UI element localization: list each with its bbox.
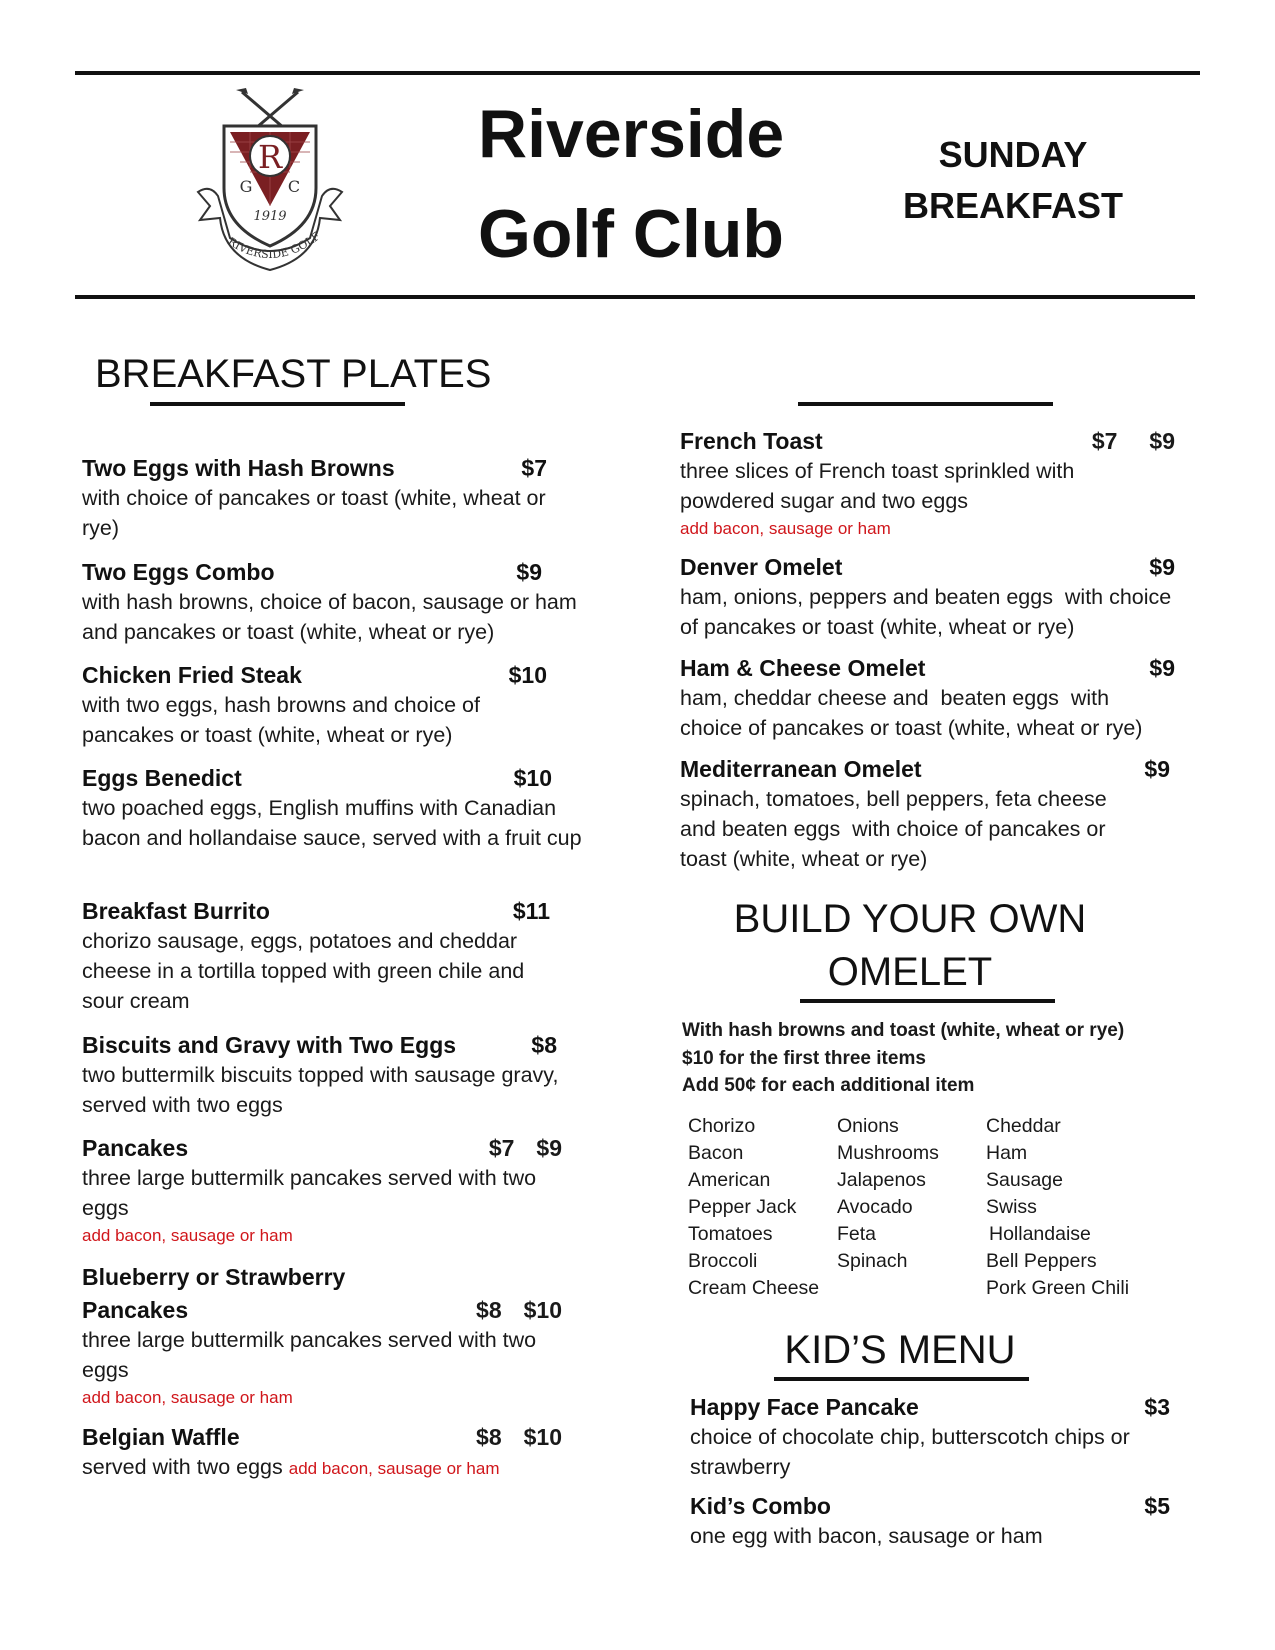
header-bottom-rule: [75, 295, 1195, 299]
item-name: Eggs Benedict: [82, 765, 242, 791]
item-price-full: $9: [1149, 428, 1175, 454]
club-name-line1: Riverside: [478, 96, 785, 172]
ingredient-item: Avocado: [837, 1196, 913, 1218]
item-description: chorizo sausage, eggs, potatoes and cheddar cheese in a tortilla topped with green chile and sour cream: [82, 929, 525, 1013]
item-name: Happy Face Pancake: [690, 1394, 919, 1420]
ingredient-item: Tomatoes: [688, 1223, 773, 1245]
club-name-line2: Golf Club: [478, 196, 784, 272]
item-price-short: $7: [1091, 428, 1118, 454]
ingredient-item: Sausage: [986, 1169, 1063, 1191]
item-description: with two eggs, hash browns and choice of pancakes or toast (white, wheat or rye): [82, 693, 480, 747]
item-description: ham, cheddar cheese and beaten eggs with choice of pancakes or toast (white, wheat or rye): [680, 686, 1143, 740]
item-price: $9: [516, 559, 542, 585]
item-description-text: served with two eggs: [82, 1455, 283, 1479]
item-addon-note: add bacon, sausage or ham: [680, 519, 891, 538]
menu-item-kids-combo: [690, 1491, 1170, 1551]
item-description: with choice of pancakes or toast (white, wheat or rye): [82, 486, 546, 540]
item-name: French Toast: [680, 428, 823, 454]
ingredient-item: Ham: [986, 1142, 1028, 1164]
ingredient-item: Broccoli: [688, 1250, 758, 1272]
breakfast-plates-underline: [150, 402, 405, 406]
item-price: $10: [508, 662, 547, 688]
item-price-full-stack: $9: [536, 1135, 562, 1161]
item-price: $9: [1149, 554, 1175, 580]
menu-item-belgian-waffle: [82, 1422, 602, 1484]
menu-item-french-toast: [680, 426, 1175, 541]
build-omelet-intro: [682, 1017, 1202, 1100]
item-addon-note: add bacon, sausage or ham: [82, 1388, 293, 1407]
ingredient-item: Onions: [837, 1115, 899, 1137]
item-description: two poached eggs, English muffins with Canadian bacon and hollandaise sauce, served with a fruit cup: [82, 796, 582, 850]
item-description: three slices of French toast sprinkled with powdered sugar and two eggs: [680, 459, 1075, 513]
svg-text:C: C: [287, 177, 301, 196]
menu-item-two-eggs-combo: [82, 557, 582, 647]
menu-item-pancakes: [82, 1133, 582, 1248]
item-price: $8: [531, 1032, 557, 1058]
menu-item-chicken-fried-steak: [82, 660, 582, 750]
meal-type-line1: SUNDAY: [938, 134, 1088, 175]
ingredient-item: Hollandaise: [989, 1223, 1091, 1245]
item-price-single: $8: [476, 1424, 502, 1450]
ingredient-item: American: [688, 1169, 771, 1191]
menu-item-biscuits-and-gravy: [82, 1030, 602, 1120]
menu-item-ham-cheese-omelet: [680, 653, 1175, 743]
breakfast-plates-title: BREAKFAST PLATES: [95, 352, 492, 396]
menu-item-denver-omelet: [680, 552, 1178, 642]
item-description: with hash browns, choice of bacon, sausage or ham and pancakes or toast (white, wheat or rye): [82, 590, 577, 644]
item-price: $9: [1144, 756, 1170, 782]
menu-item-breakfast-burrito: [82, 896, 582, 1016]
item-price: $3: [1144, 1394, 1170, 1420]
svg-text:RIVERSIDE GOLF CLUB: RIVERSIDE GOLF: [225, 229, 323, 262]
item-price-full-stack: $10: [523, 1297, 562, 1323]
item-description: choice of chocolate chip, butterscotch chips or strawberry: [690, 1425, 1130, 1479]
item-name: Biscuits and Gravy with Two Eggs: [82, 1032, 457, 1058]
item-price-short-stack: $7: [488, 1135, 515, 1161]
item-description: three large buttermilk pancakes served with two eggs: [82, 1166, 537, 1220]
ingredient-item: Feta: [837, 1223, 877, 1245]
svg-text:1919: 1919: [253, 209, 287, 224]
item-description: [82, 1452, 602, 1484]
item-name-line1: Blueberry or Strawberry: [82, 1264, 346, 1290]
item-description: ham, onions, peppers and beaten eggs with choice of pancakes or toast (white, wheat or rye): [680, 585, 1178, 639]
item-description: two buttermilk biscuits topped with sausage gravy, served with two eggs: [82, 1063, 559, 1117]
item-price: $5: [1144, 1493, 1170, 1519]
item-addon-note: add bacon, sausage or ham: [82, 1226, 293, 1245]
riverside-golf-club-crest-logo: [190, 88, 350, 278]
ingredient-item: Mushrooms: [837, 1142, 939, 1164]
item-addon-note: add bacon, sausage or ham: [288, 1459, 500, 1478]
intro-line-base-price: $10 for the first three items: [682, 1047, 926, 1069]
ingredient-item: Pepper Jack: [688, 1196, 797, 1218]
item-name: Ham & Cheese Omelet: [680, 655, 926, 681]
ingredient-item: Pork Green Chili: [986, 1277, 1130, 1299]
build-your-own-omelet-title-line1: BUILD YOUR OWN: [733, 897, 1087, 941]
menu-item-mediterranean-omelet: [680, 754, 1175, 874]
ingredient-item: Spinach: [837, 1250, 908, 1272]
ingredient-item: Bacon: [688, 1142, 744, 1164]
item-name: Pancakes: [82, 1135, 189, 1161]
build-omelet-underline: [800, 999, 1055, 1003]
item-description: spinach, tomatoes, bell peppers, feta cheese and beaten eggs with choice of pancakes or toast (white, wheat or rye): [680, 787, 1113, 871]
header-top-rule: [75, 71, 1200, 75]
item-price: $9: [1149, 655, 1175, 681]
intro-line-extra-item-price: Add 50¢ for each additional item: [682, 1075, 975, 1096]
ingredient-column-3: [986, 1113, 1129, 1302]
item-price-double: $10: [523, 1424, 562, 1450]
menu-item-two-eggs-hash-browns: [82, 453, 582, 543]
menu-item-eggs-benedict: [82, 763, 592, 853]
item-price-short-stack: $8: [476, 1297, 502, 1323]
kids-menu-underline: [774, 1377, 1029, 1381]
svg-text:G: G: [239, 177, 253, 196]
item-name: Two Eggs Combo: [82, 559, 275, 585]
build-your-own-omelet-title-line2: OMELET: [827, 950, 993, 994]
item-price: $7: [521, 455, 547, 481]
item-name-line2: Pancakes: [82, 1297, 189, 1323]
ingredient-item: Cream Cheese: [688, 1277, 820, 1299]
svg-text:R: R: [257, 138, 283, 176]
ingredient-item: Chorizo: [688, 1115, 756, 1137]
menu-item-happy-face-pancake: [690, 1392, 1170, 1482]
right-column-top-rule: [798, 402, 1053, 406]
intro-line-included-sides: With hash browns and toast (white, wheat or rye): [682, 1020, 1125, 1041]
item-name: Kid’s Combo: [690, 1493, 831, 1519]
meal-type-line2: BREAKFAST: [902, 185, 1123, 226]
ingredient-column-1: [688, 1113, 819, 1302]
ingredient-item: Jalapenos: [837, 1169, 926, 1191]
ingredient-item: Cheddar: [986, 1115, 1061, 1137]
item-name: Belgian Waffle: [82, 1424, 240, 1450]
item-description: one egg with bacon, sausage or ham: [690, 1524, 1043, 1548]
ingredient-column-2: [837, 1113, 939, 1275]
ingredient-item: Bell Peppers: [986, 1250, 1097, 1272]
item-price: $10: [513, 765, 552, 791]
item-name: Breakfast Burrito: [82, 898, 270, 924]
ingredient-item: Swiss: [986, 1196, 1037, 1218]
item-name: Mediterranean Omelet: [680, 756, 922, 782]
item-price: $11: [512, 898, 550, 924]
item-name: Denver Omelet: [680, 554, 843, 580]
kids-menu-title: KID’S MENU: [784, 1328, 1016, 1372]
menu-item-blueberry-strawberry-pancakes: [82, 1262, 582, 1410]
item-name: Two Eggs with Hash Browns: [82, 455, 395, 481]
item-description: three large buttermilk pancakes served with two eggs: [82, 1328, 537, 1382]
item-name: Chicken Fried Steak: [82, 662, 302, 688]
